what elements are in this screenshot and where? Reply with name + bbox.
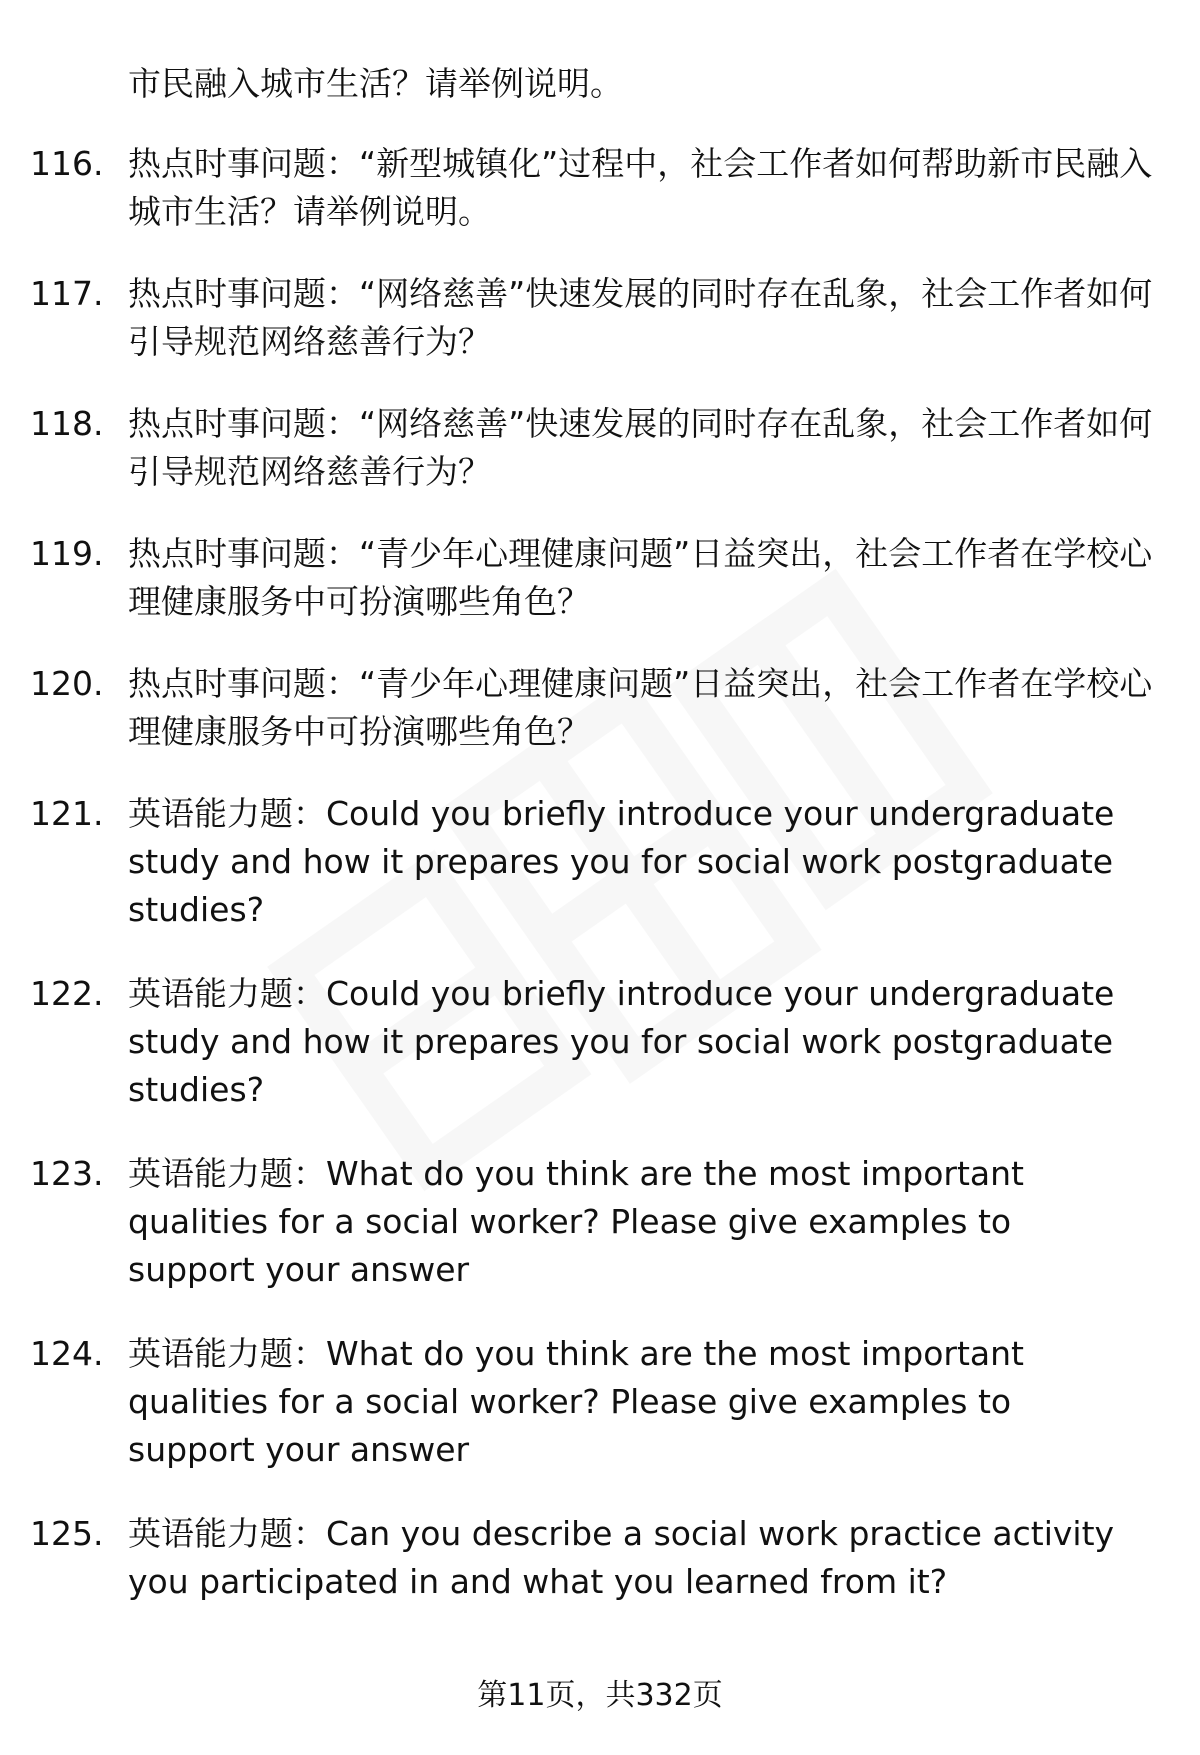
question-item: [0, 140, 1200, 236]
question-number: 124.: [30, 1334, 104, 1373]
question-number: 120.: [30, 664, 104, 703]
question-number: 125.: [30, 1514, 104, 1553]
page-number-footer: 第11页，共332页: [477, 1678, 723, 1713]
question-number: 123.: [30, 1154, 104, 1193]
question-text: 英语能力题：What do you think are the most important qualities for a social worker? Please give examples to support your answer: [128, 1154, 1024, 1289]
question-list: [0, 140, 1200, 1642]
question-item: [0, 1330, 1200, 1474]
continued-question-text: 市民融入城市生活？请举例说明。: [128, 64, 623, 103]
question-text: 热点时事问题：“网络慈善”快速发展的同时存在乱象，社会工作者如何引导规范网络慈善行为？: [128, 274, 1153, 361]
question-number: 122.: [30, 974, 104, 1013]
question-text: 英语能力题：Can you describe a social work practice activity you participated in and what you learned from it?: [128, 1514, 1115, 1601]
question-number: 116.: [30, 144, 104, 183]
question-item: [0, 970, 1200, 1114]
question-text: 热点时事问题：“青少年心理健康问题”日益突出，社会工作者在学校心理健康服务中可扮演哪些角色？: [128, 664, 1153, 751]
question-text: 热点时事问题：“青少年心理健康问题”日益突出，社会工作者在学校心理健康服务中可扮演哪些角色？: [128, 534, 1153, 621]
question-text: 英语能力题：Could you briefly introduce your undergraduate study and how it prepares you for social work postgraduate studies?: [128, 794, 1115, 929]
question-item: [0, 270, 1200, 366]
question-item: [0, 530, 1200, 626]
question-number: 118.: [30, 404, 104, 443]
question-text: 热点时事问题：“新型城镇化”过程中，社会工作者如何帮助新市民融入城市生活？请举例说明。: [128, 144, 1153, 231]
question-text: 英语能力题：What do you think are the most important qualities for a social worker? Please give examples to support your answer: [128, 1334, 1024, 1469]
question-item: [0, 1510, 1200, 1606]
question-item: [0, 790, 1200, 934]
question-number: 119.: [30, 534, 104, 573]
question-number: 117.: [30, 274, 104, 313]
question-text: 英语能力题：Could you briefly introduce your undergraduate study and how it prepares you for social work postgraduate studies?: [128, 974, 1115, 1109]
question-item: [0, 1150, 1200, 1294]
question-number: 121.: [30, 794, 104, 833]
question-item: [0, 400, 1200, 496]
question-item: [0, 660, 1200, 756]
question-text: 热点时事问题：“网络慈善”快速发展的同时存在乱象，社会工作者如何引导规范网络慈善行为？: [128, 404, 1153, 491]
